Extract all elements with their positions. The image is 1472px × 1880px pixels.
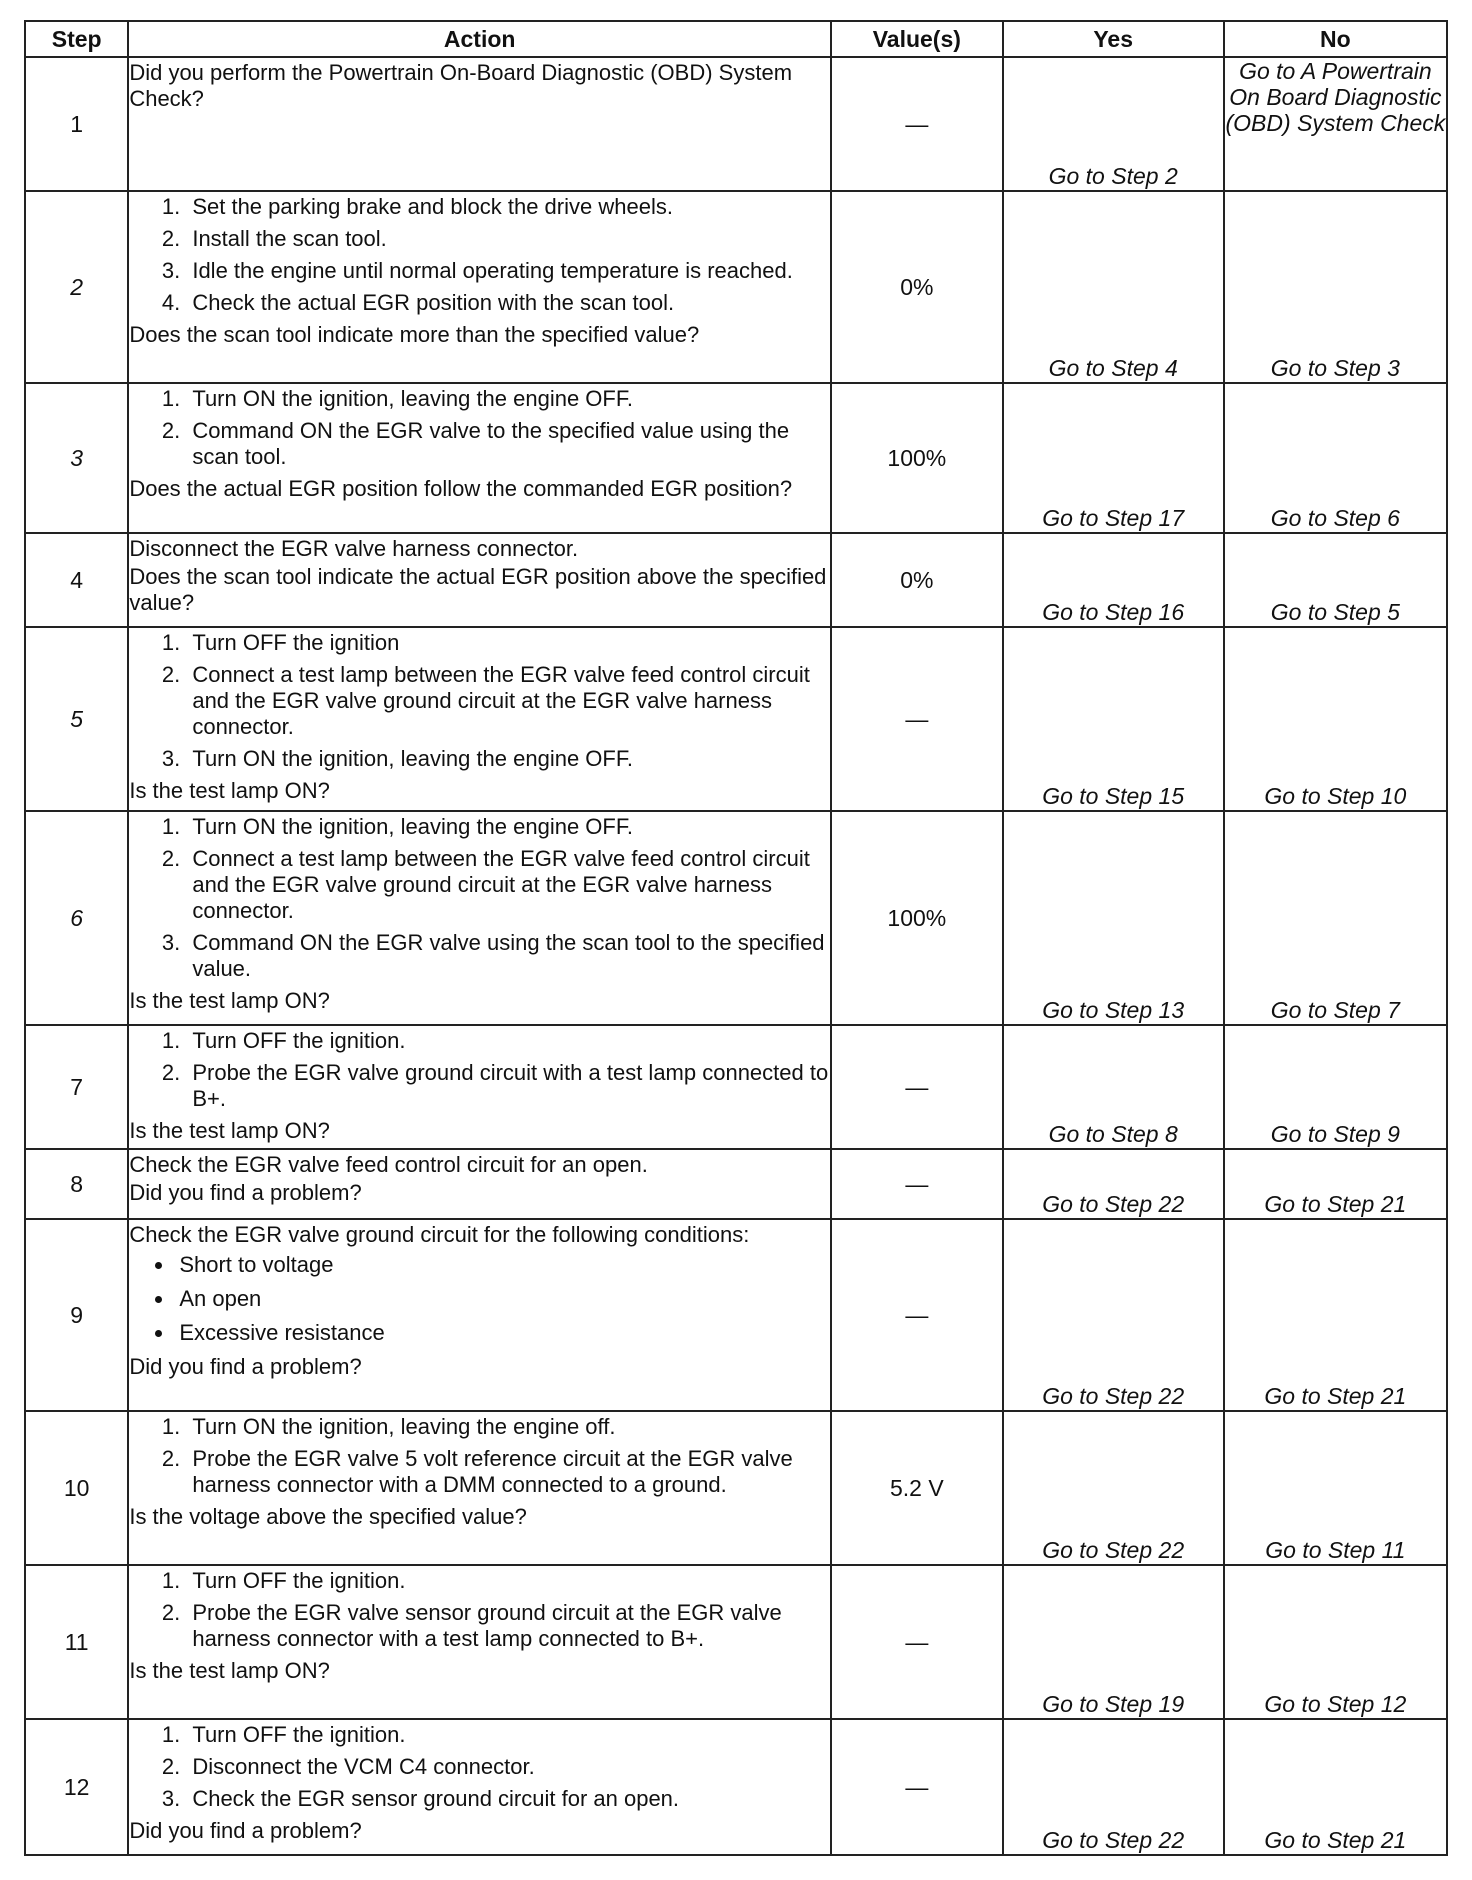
table-row [25, 1025, 1447, 1149]
step-number: 7 [25, 1025, 128, 1149]
table-row [25, 1565, 1447, 1719]
action-steps [129, 194, 830, 316]
table-row [25, 627, 1447, 811]
table-row [25, 1149, 1447, 1219]
action-cell [128, 1565, 831, 1719]
step-number: 3 [25, 383, 128, 533]
condition-item: • Excessive resistance [175, 1320, 830, 1346]
table-row [25, 191, 1447, 383]
header-step: Step [25, 21, 128, 57]
action-steps [129, 630, 830, 772]
table-row [25, 533, 1447, 627]
value-cell: 100% [831, 811, 1003, 1025]
action-steps [129, 1568, 830, 1652]
table-row [25, 1219, 1447, 1411]
no-cell: Go to Step 21 [1224, 1149, 1447, 1219]
action-question: Is the test lamp ON? [129, 778, 330, 803]
action-question: Did you find a problem? [129, 1180, 362, 1205]
action-step: 3. Idle the engine until normal operating temperature is reached. [186, 258, 830, 284]
table-row [25, 57, 1447, 191]
yes-cell: Go to Step 22 [1003, 1411, 1224, 1565]
table-row [25, 1719, 1447, 1855]
action-cell [128, 1219, 831, 1411]
action-step: 3. Turn ON the ignition, leaving the engine OFF. [186, 746, 830, 772]
action-cell [128, 533, 831, 627]
header-values: Value(s) [831, 21, 1003, 57]
no-cell: Go to Step 10 [1224, 627, 1447, 811]
table-row [25, 811, 1447, 1025]
step-number: 2 [25, 191, 128, 383]
action-step: 1. Turn OFF the ignition. [186, 1028, 830, 1054]
action-question: Did you find a problem? [129, 1354, 362, 1379]
no-cell: Go to Step 3 [1224, 191, 1447, 383]
no-cell: Go to Step 9 [1224, 1025, 1447, 1149]
action-steps [129, 386, 830, 470]
value-cell: — [831, 1565, 1003, 1719]
header-row [25, 21, 1447, 57]
step-number: 12 [25, 1719, 128, 1855]
step-number: 4 [25, 533, 128, 627]
action-step: 1. Turn OFF the ignition. [186, 1722, 830, 1748]
action-cell [128, 627, 831, 811]
condition-list [129, 1252, 830, 1346]
condition-item: • Short to voltage [175, 1252, 830, 1278]
value-cell: 0% [831, 191, 1003, 383]
action-question: Is the test lamp ON? [129, 988, 330, 1013]
value-cell: — [831, 1149, 1003, 1219]
value-cell: — [831, 57, 1003, 191]
action-step: 3. Check the EGR sensor ground circuit for an open. [186, 1786, 830, 1812]
action-question: Does the scan tool indicate the actual EGR position above the specified value? [129, 564, 827, 615]
yes-cell: Go to Step 15 [1003, 627, 1224, 811]
action-cell [128, 811, 831, 1025]
value-cell: — [831, 627, 1003, 811]
no-cell: Go to Step 7 [1224, 811, 1447, 1025]
header-no: No [1224, 21, 1447, 57]
yes-cell: Go to Step 19 [1003, 1565, 1224, 1719]
no-cell: Go to Step 12 [1224, 1565, 1447, 1719]
diagnostic-table [24, 20, 1448, 1856]
action-step: 2. Probe the EGR valve 5 volt reference circuit at the EGR valve harness connector with a DMM connected to a ground. [186, 1446, 830, 1498]
header-action: Action [128, 21, 831, 57]
action-step: 3. Command ON the EGR valve using the scan tool to the specified value. [186, 930, 830, 982]
action-step: 2. Install the scan tool. [186, 226, 830, 252]
step-number: 11 [25, 1565, 128, 1719]
no-cell: Go to Step 5 [1224, 533, 1447, 627]
action-cell [128, 1025, 831, 1149]
action-question: Did you find a problem? [129, 1818, 362, 1843]
action-step: 2. Disconnect the VCM C4 connector. [186, 1754, 830, 1780]
header-yes: Yes [1003, 21, 1224, 57]
value-cell: 0% [831, 533, 1003, 627]
value-cell: — [831, 1219, 1003, 1411]
action-cell [128, 57, 831, 191]
yes-cell: Go to Step 13 [1003, 811, 1224, 1025]
yes-cell: Go to Step 4 [1003, 191, 1224, 383]
action-cell [128, 1149, 831, 1219]
action-cell [128, 1719, 831, 1855]
yes-cell: Go to Step 17 [1003, 383, 1224, 533]
action-cell [128, 191, 831, 383]
action-steps [129, 814, 830, 982]
action-step: 1. Turn OFF the ignition. [186, 1568, 830, 1594]
step-number: 6 [25, 811, 128, 1025]
value-cell: — [831, 1025, 1003, 1149]
value-cell: — [831, 1719, 1003, 1855]
action-steps [129, 1028, 830, 1112]
action-step: 1. Turn ON the ignition, leaving the engine off. [186, 1414, 830, 1440]
yes-cell: Go to Step 22 [1003, 1149, 1224, 1219]
action-intro: Disconnect the EGR valve harness connector. [129, 536, 579, 561]
action-step: 1. Turn ON the ignition, leaving the engine OFF. [186, 386, 830, 412]
yes-cell: Go to Step 16 [1003, 533, 1224, 627]
action-steps [129, 1722, 830, 1812]
step-number: 8 [25, 1149, 128, 1219]
action-step: 1. Set the parking brake and block the drive wheels. [186, 194, 830, 220]
step-number: 1 [25, 57, 128, 191]
value-cell: 5.2 V [831, 1411, 1003, 1565]
action-question: Does the scan tool indicate more than the specified value? [129, 322, 700, 347]
action-step: 4. Check the actual EGR position with the scan tool. [186, 290, 830, 316]
condition-item: • An open [175, 1286, 830, 1312]
value-cell: 100% [831, 383, 1003, 533]
yes-cell: Go to Step 2 [1003, 57, 1224, 191]
action-step: 1. Turn ON the ignition, leaving the engine OFF. [186, 814, 830, 840]
yes-cell: Go to Step 22 [1003, 1219, 1224, 1411]
action-step: 2. Connect a test lamp between the EGR valve feed control circuit and the EGR valve ground circuit at the EGR valve harness connector. [186, 662, 830, 740]
action-step: 1. Turn OFF the ignition [186, 630, 830, 656]
action-question: Is the test lamp ON? [129, 1658, 330, 1683]
action-intro: Check the EGR valve ground circuit for the following conditions: [129, 1222, 750, 1247]
action-cell [128, 1411, 831, 1565]
no-cell: Go to Step 11 [1224, 1411, 1447, 1565]
no-cell: Go to Step 21 [1224, 1219, 1447, 1411]
yes-cell: Go to Step 8 [1003, 1025, 1224, 1149]
action-question: Does the actual EGR position follow the commanded EGR position? [129, 476, 793, 501]
action-question: Did you perform the Powertrain On-Board Diagnostic (OBD) System Check? [129, 60, 793, 111]
table-row [25, 1411, 1447, 1565]
yes-cell: Go to Step 22 [1003, 1719, 1224, 1855]
no-cell: Go to A Powertrain On Board Diagnostic (OBD) System Check [1224, 57, 1447, 191]
step-number: 5 [25, 627, 128, 811]
action-question: Is the test lamp ON? [129, 1118, 330, 1143]
action-step: 2. Connect a test lamp between the EGR valve feed control circuit and the EGR valve ground circuit at the EGR valve harness connector. [186, 846, 830, 924]
no-cell: Go to Step 6 [1224, 383, 1447, 533]
table-row [25, 383, 1447, 533]
action-intro: Check the EGR valve feed control circuit for an open. [129, 1152, 648, 1177]
action-steps [129, 1414, 830, 1498]
action-step: 2. Probe the EGR valve sensor ground circuit at the EGR valve harness connector with a test lamp connected to B+. [186, 1600, 830, 1652]
step-number: 9 [25, 1219, 128, 1411]
action-step: 2. Command ON the EGR valve to the specified value using the scan tool. [186, 418, 830, 470]
no-cell: Go to Step 21 [1224, 1719, 1447, 1855]
step-number: 10 [25, 1411, 128, 1565]
action-cell [128, 383, 831, 533]
action-step: 2. Probe the EGR valve ground circuit with a test lamp connected to B+. [186, 1060, 830, 1112]
action-question: Is the voltage above the specified value? [129, 1504, 527, 1529]
